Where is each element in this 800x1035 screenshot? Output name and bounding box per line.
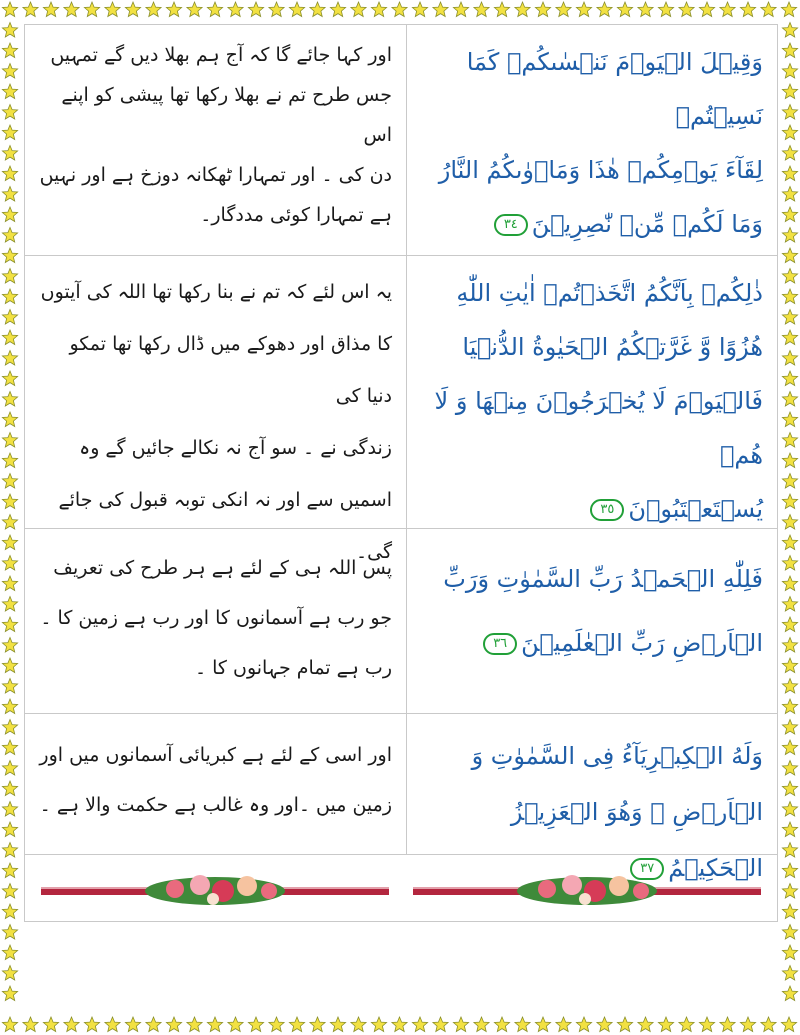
star-icon bbox=[2, 248, 17, 263]
arabic-verse-34 bbox=[408, 25, 777, 255]
star-icon bbox=[248, 1017, 263, 1032]
star-icon bbox=[2, 945, 17, 960]
star-icon bbox=[2, 638, 17, 653]
star-icon bbox=[289, 1017, 304, 1032]
star-icon bbox=[2, 822, 17, 837]
star-icon bbox=[782, 597, 797, 612]
arabic-line: الۡاَرۡضِ رَبِّ الۡعٰلَمِيۡنَ٣٦ bbox=[422, 611, 763, 675]
star-icon bbox=[84, 2, 99, 17]
star-icon bbox=[371, 2, 386, 17]
star-icon bbox=[782, 43, 797, 58]
floral-divider-icon bbox=[25, 861, 777, 919]
star-icon bbox=[782, 925, 797, 940]
star-icon bbox=[515, 2, 530, 17]
star-icon bbox=[782, 843, 797, 858]
star-icon bbox=[617, 2, 632, 17]
star-icon bbox=[782, 187, 797, 202]
star-icon bbox=[2, 761, 17, 776]
urdu-translation-37 bbox=[25, 714, 407, 854]
star-icon bbox=[494, 2, 509, 17]
star-icon bbox=[782, 761, 797, 776]
arabic-line: ذٰلِكُمۡ بِاَنَّكُمُ اتَّخَذۡتُمۡ اٰيٰتِ اللّٰهِ bbox=[456, 279, 763, 307]
star-icon bbox=[269, 1017, 284, 1032]
star-icon bbox=[782, 125, 797, 140]
star-icon bbox=[2, 515, 17, 530]
star-icon bbox=[761, 1017, 776, 1032]
star-icon bbox=[556, 1017, 571, 1032]
star-icon bbox=[412, 2, 427, 17]
star-icon bbox=[2, 535, 17, 550]
urdu-line: زمین میں ۔اور وہ غالب ہے حکمت والا ہے ۔ bbox=[39, 794, 392, 816]
verse-row-37 bbox=[25, 714, 777, 882]
verse-row-36 bbox=[25, 529, 777, 714]
star-icon bbox=[782, 412, 797, 427]
star-icon bbox=[2, 23, 17, 38]
star-icon bbox=[228, 2, 243, 17]
star-icon bbox=[2, 474, 17, 489]
star-icon bbox=[2, 925, 17, 940]
urdu-line: دن کی ۔ اور تمہارا ٹھکانہ دوزخ ہے اور نہیں bbox=[39, 164, 392, 186]
arabic-line: وَلَهُ الۡكِبۡرِيَآءُ فِى السَّمٰوٰتِ وَ bbox=[471, 742, 763, 770]
star-icon bbox=[105, 2, 120, 17]
star-icon bbox=[2, 884, 17, 899]
star-icon bbox=[782, 699, 797, 714]
star-icon bbox=[2, 371, 17, 386]
star-icon bbox=[351, 2, 366, 17]
star-icon bbox=[658, 2, 673, 17]
star-icon bbox=[2, 2, 17, 17]
arabic-line: الۡاَرۡضِ ۖ وَهُوَ الۡعَزِيۡزُ الۡحَكِيۡمُ٣٧ bbox=[510, 798, 763, 882]
star-icon bbox=[782, 330, 797, 345]
urdu-translation-36 bbox=[25, 529, 407, 713]
star-icon bbox=[782, 535, 797, 550]
star-icon bbox=[392, 1017, 407, 1032]
star-icon bbox=[2, 699, 17, 714]
star-icon bbox=[453, 1017, 468, 1032]
star-icon bbox=[310, 1017, 325, 1032]
star-icon bbox=[782, 617, 797, 632]
star-icon bbox=[248, 2, 263, 17]
urdu-translation-34 bbox=[25, 25, 407, 255]
star-icon bbox=[2, 392, 17, 407]
star-icon bbox=[2, 966, 17, 981]
star-icon bbox=[2, 412, 17, 427]
star-icon bbox=[2, 863, 17, 878]
star-icon bbox=[781, 1017, 796, 1032]
star-icon bbox=[494, 1017, 509, 1032]
star-icon bbox=[2, 146, 17, 161]
verse-row-35 bbox=[25, 256, 777, 563]
star-icon bbox=[782, 884, 797, 899]
star-icon bbox=[146, 2, 161, 17]
star-icon bbox=[2, 166, 17, 181]
star-icon bbox=[330, 1017, 345, 1032]
star-icon bbox=[125, 1017, 140, 1032]
star-icon bbox=[105, 1017, 120, 1032]
star-icon bbox=[2, 597, 17, 612]
star-icon bbox=[269, 2, 284, 17]
star-icon bbox=[2, 453, 17, 468]
star-icon bbox=[187, 2, 202, 17]
star-icon bbox=[782, 105, 797, 120]
star-icon bbox=[2, 986, 17, 1001]
urdu-line: جس طرح تم نے بھلا رکھا تھا پیشی کو اپنے اس bbox=[61, 84, 392, 146]
arabic-line: فَالۡيَوۡمَ لَا يُخۡرَجُوۡنَ مِنۡهَا وَ لَا هُمۡ bbox=[434, 387, 763, 469]
urdu-line: پس اللہ ہی کے لئے ہے ہر طرح کی تعریف bbox=[53, 557, 392, 579]
star-icon bbox=[781, 2, 796, 17]
star-icon bbox=[782, 228, 797, 243]
urdu-line: ہے تمہارا کوئی مددگار۔ bbox=[200, 204, 392, 226]
urdu-line: اور اسی کے لئے ہے کبریائی آسمانوں میں اور bbox=[39, 744, 392, 766]
arabic-line: وَقِيۡلَ الۡيَوۡمَ نَنۡسٰٮكُمۡ كَمَا نَسِيۡتُمۡ bbox=[466, 48, 763, 130]
arabic-line: وَمَا لَكُمۡ مِّنۡ نّٰصِرِيۡنَ٣٤ bbox=[422, 197, 763, 251]
star-icon bbox=[2, 740, 17, 755]
star-icon bbox=[23, 2, 38, 17]
star-icon bbox=[453, 2, 468, 17]
star-icon bbox=[2, 556, 17, 571]
star-icon bbox=[782, 433, 797, 448]
arabic-line: يُسۡتَعۡتَبُوۡنَ٣٥ bbox=[422, 482, 763, 536]
star-icon bbox=[782, 310, 797, 325]
star-icon bbox=[2, 658, 17, 673]
star-icon bbox=[166, 1017, 181, 1032]
star-icon bbox=[782, 474, 797, 489]
urdu-line: یہ اس لئے کہ تم نے بنا رکھا تھا اللہ کی آیتوں bbox=[40, 281, 392, 303]
star-icon bbox=[782, 679, 797, 694]
arabic-line: فَلِلّٰهِ الۡحَمۡدُ رَبِّ السَّمٰوٰتِ وَرَبِّ bbox=[443, 565, 763, 593]
ayah-number-badge: ٣٧ bbox=[630, 858, 664, 880]
star-icon bbox=[782, 207, 797, 222]
star-icon bbox=[2, 84, 17, 99]
star-icon bbox=[23, 1017, 38, 1032]
star-icon bbox=[84, 1017, 99, 1032]
star-icon bbox=[2, 351, 17, 366]
star-icon bbox=[2, 330, 17, 345]
floral-divider-right bbox=[413, 875, 761, 905]
star-icon bbox=[617, 1017, 632, 1032]
star-icon bbox=[699, 1017, 714, 1032]
star-icon bbox=[782, 248, 797, 263]
star-icon bbox=[2, 617, 17, 632]
star-icon bbox=[2, 43, 17, 58]
star-icon bbox=[782, 822, 797, 837]
star-icon bbox=[351, 1017, 366, 1032]
star-icon bbox=[64, 2, 79, 17]
star-icon bbox=[43, 2, 58, 17]
star-icon bbox=[474, 1017, 489, 1032]
star-icon bbox=[207, 1017, 222, 1032]
arabic-verse-36 bbox=[408, 529, 777, 713]
star-icon bbox=[782, 269, 797, 284]
arabic-line: هُزُوًا وَّ غَرَّتۡكُمُ الۡحَيٰوةُ الدُّنۡيَا bbox=[462, 333, 763, 361]
urdu-line: زندگی نے ۔ سو آج نہ نکالے جائیں گے وہ bbox=[79, 437, 392, 459]
star-icon bbox=[535, 1017, 550, 1032]
urdu-translation-35 bbox=[25, 256, 407, 563]
star-icon bbox=[2, 228, 17, 243]
star-icon bbox=[310, 2, 325, 17]
star-icon bbox=[638, 1017, 653, 1032]
star-icon bbox=[2, 904, 17, 919]
verse-row-34 bbox=[25, 25, 777, 256]
star-icon bbox=[782, 392, 797, 407]
star-icon bbox=[782, 371, 797, 386]
star-icon bbox=[2, 310, 17, 325]
star-icon bbox=[782, 146, 797, 161]
star-icon bbox=[433, 1017, 448, 1032]
star-icon bbox=[2, 125, 17, 140]
star-icon bbox=[207, 2, 222, 17]
star-icon bbox=[782, 556, 797, 571]
star-icon bbox=[740, 1017, 755, 1032]
star-icon bbox=[782, 904, 797, 919]
star-icon bbox=[2, 679, 17, 694]
star-icon bbox=[166, 2, 181, 17]
star-icon bbox=[782, 781, 797, 796]
star-icon bbox=[146, 1017, 161, 1032]
star-icon bbox=[576, 1017, 591, 1032]
star-icon bbox=[782, 945, 797, 960]
star-icon bbox=[125, 2, 140, 17]
star-icon bbox=[64, 1017, 79, 1032]
star-icon bbox=[782, 351, 797, 366]
urdu-line: رب ہے تمام جہانوں کا ۔ bbox=[194, 657, 392, 679]
star-icon bbox=[2, 720, 17, 735]
star-icon bbox=[782, 966, 797, 981]
star-icon bbox=[638, 2, 653, 17]
star-icon bbox=[782, 64, 797, 79]
star-icon bbox=[2, 843, 17, 858]
star-icon bbox=[782, 494, 797, 509]
urdu-line: جو رب ہے آسمانوں کا اور رب ہے زمین کا ۔ bbox=[40, 607, 392, 629]
star-icon bbox=[2, 802, 17, 817]
star-icon bbox=[679, 2, 694, 17]
star-icon bbox=[782, 740, 797, 755]
ayah-number-badge: ٣٥ bbox=[590, 499, 624, 521]
floral-divider-left bbox=[41, 875, 389, 905]
star-icon bbox=[740, 2, 755, 17]
star-icon bbox=[2, 269, 17, 284]
star-icon bbox=[2, 781, 17, 796]
star-icon bbox=[782, 863, 797, 878]
ayah-number-badge: ٣٦ bbox=[483, 633, 517, 655]
star-icon bbox=[412, 1017, 427, 1032]
star-icon bbox=[658, 1017, 673, 1032]
star-icon bbox=[782, 658, 797, 673]
star-icon bbox=[515, 1017, 530, 1032]
star-icon bbox=[782, 453, 797, 468]
star-icon bbox=[597, 2, 612, 17]
star-icon bbox=[761, 2, 776, 17]
star-icon bbox=[782, 638, 797, 653]
star-icon bbox=[556, 2, 571, 17]
star-icon bbox=[782, 986, 797, 1001]
star-icon bbox=[679, 1017, 694, 1032]
ayah-number-badge: ٣٤ bbox=[494, 214, 528, 236]
star-icon bbox=[782, 23, 797, 38]
star-icon bbox=[330, 2, 345, 17]
star-icon bbox=[2, 64, 17, 79]
urdu-line: اسمیں سے اور نہ انکی توبہ قبول کی جائے گی۔ bbox=[58, 489, 392, 563]
star-icon bbox=[289, 2, 304, 17]
star-icon bbox=[782, 166, 797, 181]
star-icon bbox=[782, 84, 797, 99]
star-icon bbox=[782, 515, 797, 530]
star-icon bbox=[720, 1017, 735, 1032]
star-icon bbox=[2, 494, 17, 509]
star-icon bbox=[2, 105, 17, 120]
star-icon bbox=[2, 576, 17, 591]
star-icon bbox=[782, 720, 797, 735]
star-icon bbox=[2, 1017, 17, 1032]
star-icon bbox=[187, 1017, 202, 1032]
star-icon bbox=[782, 289, 797, 304]
star-icon bbox=[433, 2, 448, 17]
star-icon bbox=[2, 289, 17, 304]
star-icon bbox=[2, 433, 17, 448]
content-frame bbox=[24, 24, 778, 922]
star-icon bbox=[576, 2, 591, 17]
star-icon bbox=[782, 576, 797, 591]
star-icon bbox=[371, 1017, 386, 1032]
star-icon bbox=[2, 187, 17, 202]
star-icon bbox=[720, 2, 735, 17]
star-icon bbox=[699, 2, 714, 17]
urdu-line: کا مذاق اور دھوکے میں ڈال رکھا تھا تمکو دنیا کی bbox=[69, 333, 392, 407]
arabic-line: لِقَآءَ يَوۡمِكُمۡ هٰذَا وَمَاۡوٰٮكُمُ النَّارُ bbox=[438, 156, 763, 184]
star-icon bbox=[597, 1017, 612, 1032]
arabic-verse-35 bbox=[408, 256, 777, 528]
urdu-line: اور کہا جائے گا کہ آج ہم بھلا دیں گے تمہیں bbox=[50, 44, 392, 66]
star-icon bbox=[782, 802, 797, 817]
star-icon bbox=[228, 1017, 243, 1032]
star-icon bbox=[43, 1017, 58, 1032]
star-icon bbox=[535, 2, 550, 17]
star-icon bbox=[2, 207, 17, 222]
star-icon bbox=[392, 2, 407, 17]
arabic-verse-37 bbox=[408, 714, 777, 882]
star-icon bbox=[474, 2, 489, 17]
